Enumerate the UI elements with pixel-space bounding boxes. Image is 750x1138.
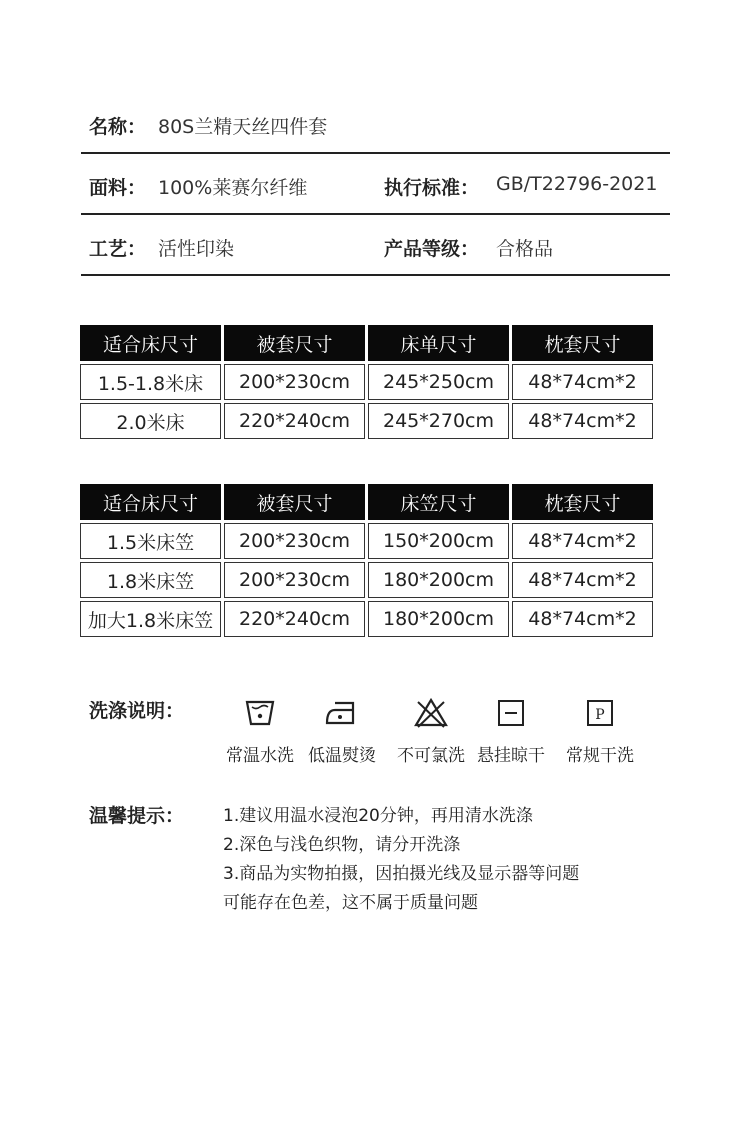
wash-item [302,697,382,766]
craft-value: 活性印染 [158,238,235,260]
tip-line: 3.商品为实物拍摄，因拍摄光线及显示器等问题 [223,864,580,884]
table-cell: 1.5-1.8米床 [80,364,221,400]
tip-line: 1.建议用温水浸泡20分钟，再用清水洗涤 [223,806,533,826]
table-cell: 180*200cm [368,562,509,598]
dry-clean-icon [560,697,640,729]
wash-tub-icon [220,697,300,729]
table-row [80,364,653,400]
tip-line: 可能存在色差，这不属于质量问题 [223,893,478,913]
wash-item [391,697,471,766]
table-header-row [80,325,653,361]
no-bleach-icon [391,697,471,729]
tips-list [223,802,579,918]
spec-row-fabric [81,155,670,215]
table-cell: 150*200cm [368,523,509,559]
table-cell: 200*230cm [224,523,365,559]
spec-row-craft [81,216,670,276]
wash-item [560,697,640,766]
table-cell: 180*200cm [368,601,509,637]
washing-label: 洗涤说明： [89,700,185,722]
table-cell: 加大1.8米床笠 [80,601,221,637]
table-header-cell: 被套尺寸 [224,325,365,361]
table-cell: 245*250cm [368,364,509,400]
line-dry-icon [471,697,551,729]
wash-text: 常规干洗 [566,746,634,766]
grade-value: 合格品 [496,238,554,260]
craft-label: 工艺： [89,238,147,260]
standard-label: 执行标准： [384,177,480,199]
table-header-cell: 被套尺寸 [224,484,365,520]
table-cell: 48*74cm*2 [512,523,653,559]
divider [81,213,670,215]
table-cell: 1.5米床笠 [80,523,221,559]
table-cell: 48*74cm*2 [512,364,653,400]
divider [81,152,670,154]
wash-item [471,697,551,766]
name-value: 80S兰精天丝四件套 [158,116,328,138]
wash-text: 低温熨烫 [308,746,376,766]
tips-label: 温馨提示： [89,805,185,827]
wash-item [220,697,300,766]
tip-line: 2.深色与浅色织物，请分开洗涤 [223,835,461,855]
table-cell: 48*74cm*2 [512,601,653,637]
table-cell: 2.0米床 [80,403,221,439]
table-row [80,562,653,598]
table-header-cell: 适合床尺寸 [80,325,221,361]
name-label: 名称： [89,116,147,138]
table-header-cell: 枕套尺寸 [512,484,653,520]
spec-row-name [81,94,670,154]
standard-value: GB/T22796-2021 [496,173,658,195]
table-cell: 220*240cm [224,403,365,439]
table-row [80,601,653,637]
wash-text: 常温水洗 [226,746,294,766]
table-header-cell: 床笠尺寸 [368,484,509,520]
fabric-label: 面料： [89,177,147,199]
table-header-cell: 适合床尺寸 [80,484,221,520]
divider [81,274,670,276]
table-cell: 48*74cm*2 [512,562,653,598]
svg-text:P: P [595,707,605,723]
table-cell: 1.8米床笠 [80,562,221,598]
table-row [80,403,653,439]
table-cell: 200*230cm [224,364,365,400]
table-cell: 48*74cm*2 [512,403,653,439]
table-cell: 200*230cm [224,562,365,598]
wash-text: 不可氯洗 [397,746,465,766]
size-table-flat-sheet [77,322,656,442]
table-cell: 245*270cm [368,403,509,439]
size-table-fitted-sheet [77,481,656,640]
table-header-row [80,484,653,520]
iron-icon [302,697,382,729]
table-row [80,523,653,559]
fabric-value: 100%莱赛尔纤维 [158,177,308,199]
wash-text: 悬挂晾干 [477,746,545,766]
table-cell: 220*240cm [224,601,365,637]
table-header-cell: 枕套尺寸 [512,325,653,361]
grade-label: 产品等级： [384,238,480,260]
table-header-cell: 床单尺寸 [368,325,509,361]
